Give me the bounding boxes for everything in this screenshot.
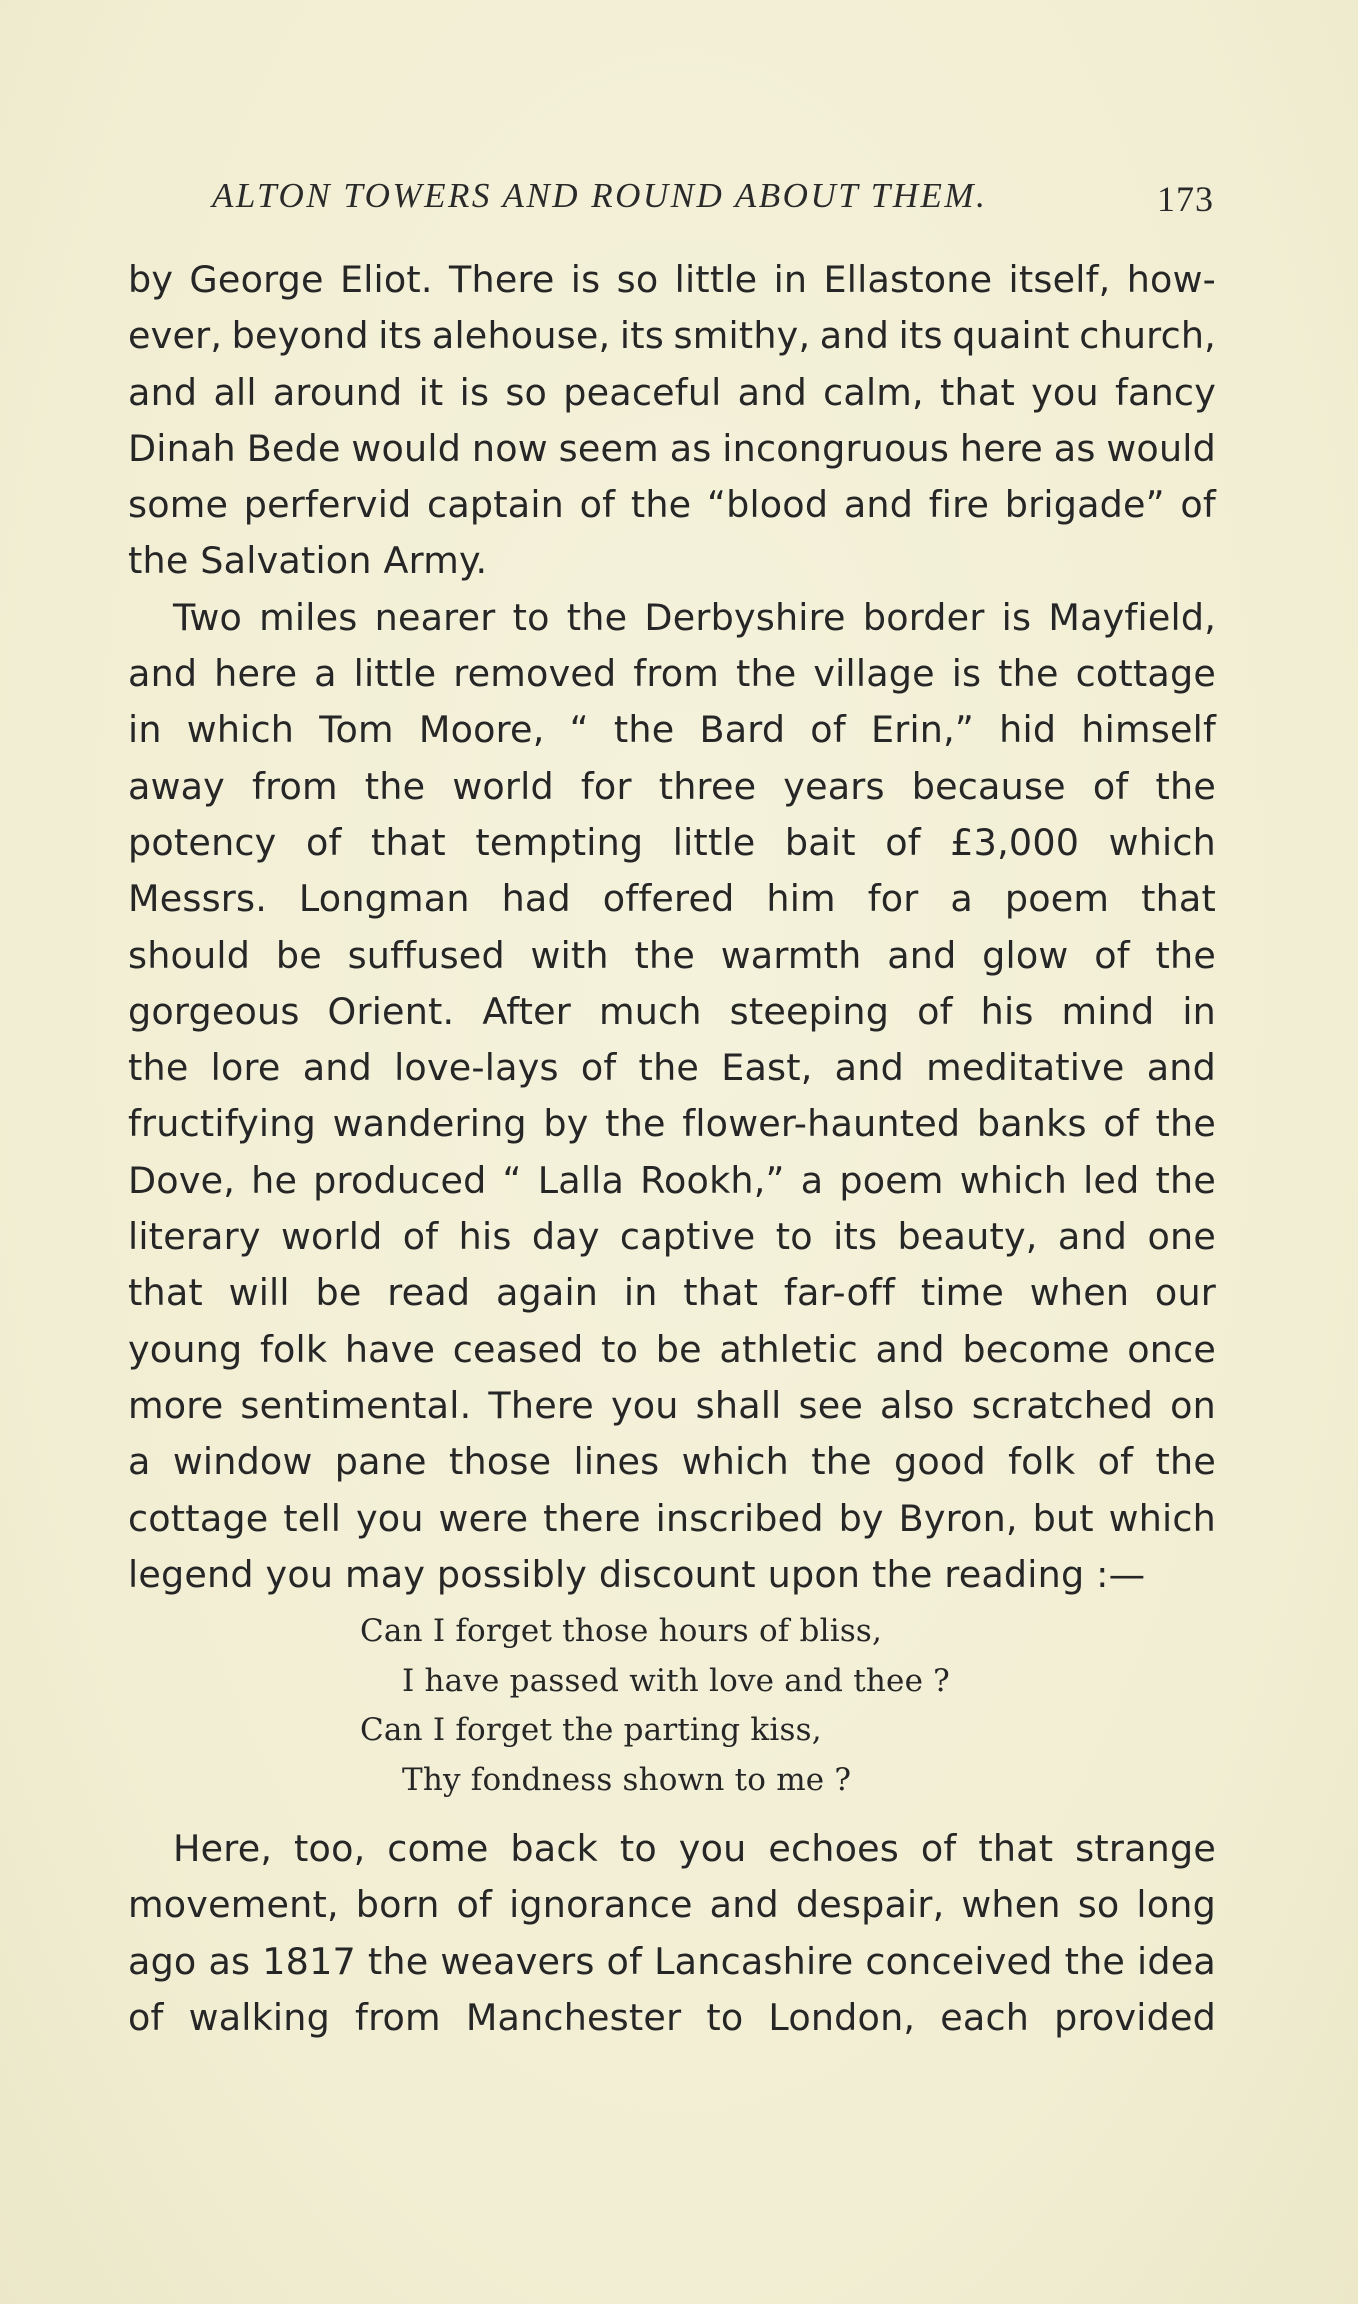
text-line: gorgeous Orient. After much steeping of his mind in: [128, 989, 1216, 1033]
paragraph-2: [128, 590, 1216, 1603]
poem-line: Thy fondness shown to me ?: [402, 1761, 852, 1798]
text-line: Dove, he produced “ Lalla Rookh,” a poem which led the: [128, 1158, 1216, 1202]
page-header: [128, 176, 1218, 226]
text-line: a window pane those lines which the good folk of the: [128, 1440, 1216, 1484]
text-line: more sentimental. There you shall see also scratched on: [128, 1383, 1216, 1427]
text-line: in which Tom Moore, “ the Bard of Erin,” hid himself: [128, 708, 1216, 752]
text-line: away from the world for three years because of the: [128, 764, 1216, 808]
text-line: by George Eliot. There is so little in Ellastone itself, how-: [128, 258, 1216, 301]
text-line: Messrs. Longman had offered him for a poem that: [128, 877, 1216, 921]
text-line: Here, too, come back to you echoes of that strange: [173, 1827, 1216, 1871]
text-line: should be suffused with the warmth and glow of the: [128, 933, 1216, 977]
text-line: cottage tell you were there inscribed by Byron, but which: [128, 1496, 1216, 1540]
text-line: fructifying wandering by the flower-haunted banks of the: [128, 1102, 1216, 1146]
text-line: Two miles nearer to the Derbyshire border is Mayfield,: [173, 595, 1216, 639]
text-line: some perfervid captain of the “blood and fire brigade” of: [128, 483, 1216, 527]
text-line: Dinah Bede would now seem as incongruous here as would: [128, 426, 1216, 470]
text-line: potency of that tempting little bait of £3,000 which: [128, 820, 1216, 864]
page-number: 173: [1157, 179, 1214, 219]
poem-line: Can I forget the parting kiss,: [360, 1712, 822, 1749]
text-line: that will be read again in that far-off time when our: [128, 1271, 1216, 1315]
body-text: [128, 252, 1216, 2046]
paragraph-3: [128, 1821, 1216, 2046]
text-line: ago as 1817 the weavers of Lancashire conceived the idea: [128, 1939, 1216, 1983]
text-line: and here a little removed from the village is the cottage: [128, 652, 1216, 696]
text-line: and all around it is so peaceful and calm, that you fancy: [128, 370, 1216, 414]
text-line: the Salvation Army.: [128, 539, 488, 583]
text-line: ever, beyond its alehouse, its smithy, and its quaint church,: [128, 314, 1216, 358]
running-title: ALTON TOWERS AND ROUND ABOUT THEM.: [212, 176, 988, 215]
paragraph-1: [128, 252, 1216, 590]
poem-quote: [128, 1607, 1216, 1805]
text-line: of walking from Manchester to London, each provided: [128, 1996, 1216, 2040]
text-line: legend you may possibly discount upon the reading :—: [128, 1552, 1146, 1596]
text-line: movement, born of ignorance and despair, when so long: [128, 1883, 1216, 1927]
text-line: the lore and love-lays of the East, and meditative and: [128, 1046, 1216, 1090]
text-line: literary world of his day captive to its beauty, and one: [128, 1215, 1216, 1259]
poem-line: Can I forget those hours of bliss,: [360, 1613, 883, 1650]
text-line: young folk have ceased to be athletic and become once: [128, 1327, 1216, 1371]
poem-line: I have passed with love and thee ?: [402, 1662, 950, 1699]
